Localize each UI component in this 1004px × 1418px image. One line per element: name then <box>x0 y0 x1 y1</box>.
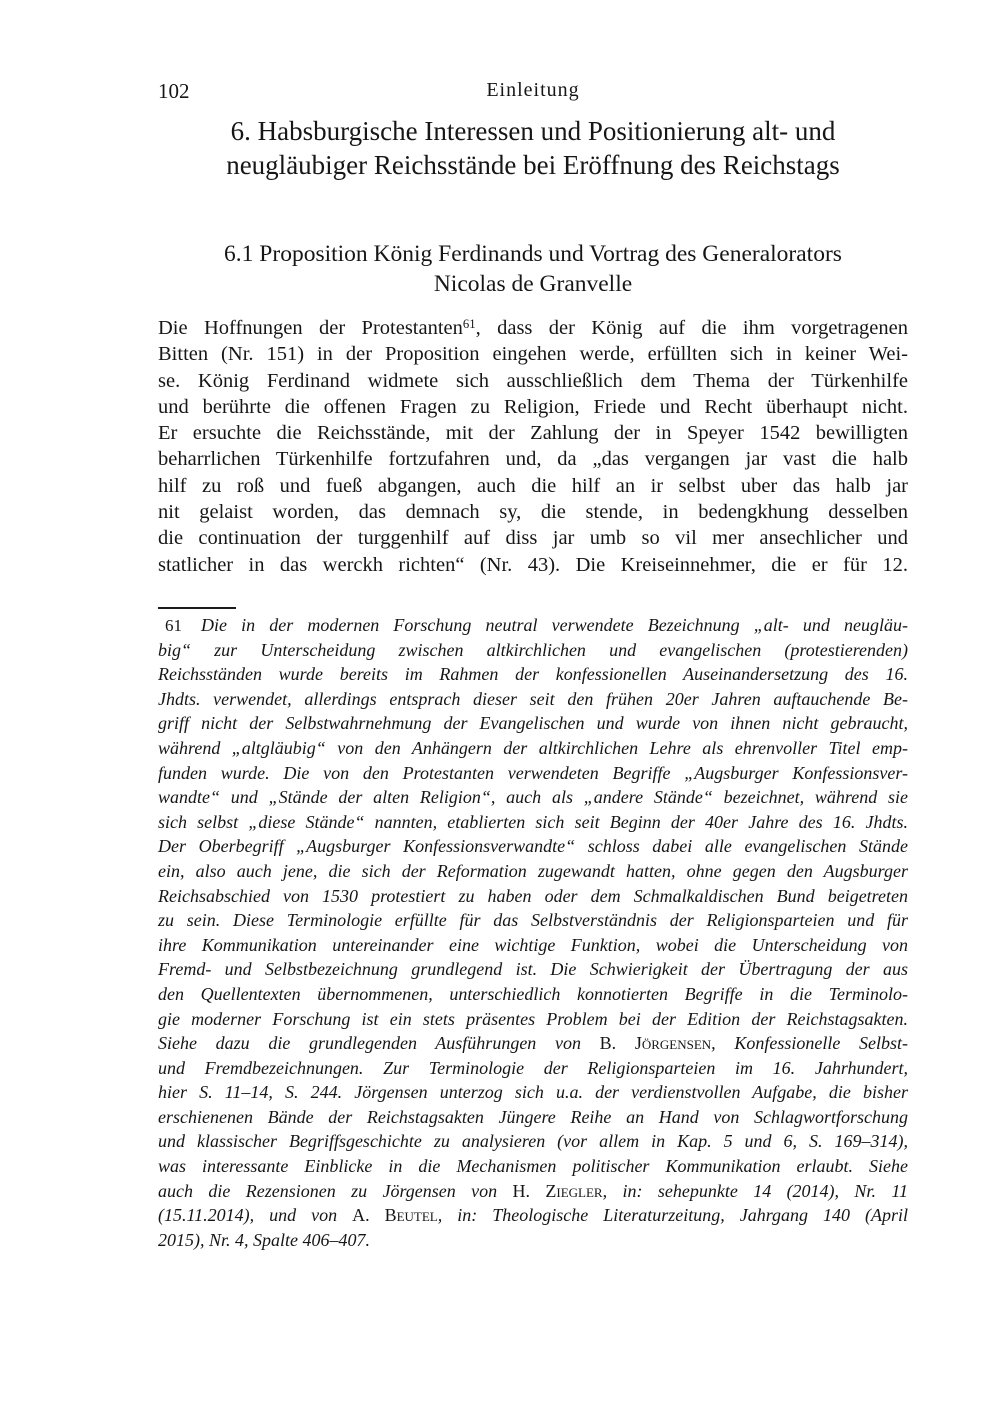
chapter-heading <box>158 114 908 182</box>
text-line: nit gelaist worden, das demnach sy, die stende, in bedengkhung desselben <box>158 501 908 524</box>
section-heading-line-2: Nicolas de Granvelle <box>433 271 633 297</box>
footnote-line: und klassischer Begriffsgeschichte zu analysieren (vor allem in Kap. 5 und 6, S. 169–314), <box>158 1131 908 1152</box>
footnote-line: gie moderner Forschung ist ein stets präsentes Problem bei der Edition der Reichstagsakten. <box>158 1008 908 1029</box>
footnote <box>158 613 908 1252</box>
footnote-line: den Quellentexten übernommenen, unterschiedlich konnotierten Begriffe in die Terminolo- <box>158 983 908 1004</box>
footnote-line <box>158 1031 908 1056</box>
footnote-line: erschienenen Bände der Reichstagsakten Jüngere Reihe an Hand von Schlagwortforschung <box>158 1106 908 1127</box>
footnote-line: was interessante Einblicke in die Mechanismen politischer Kommunikation erlaubt. Siehe <box>158 1156 908 1177</box>
section-heading-line-1: 6.1 Proposition König Ferdinands und Vortrag des Generalorators <box>224 241 842 267</box>
footnote-line: Reichsabschied von 1530 protestiert zu haben oder dem Schmalkaldischen Bund beigetreten <box>158 885 908 906</box>
footnote-line: griff nicht der Selbstwahrnehmung der Evangelischen und wurde von ihnen nicht gebraucht, <box>158 713 908 734</box>
footnote-line: Fremd- und Selbstbezeichnung grundlegend ist. Die Schwierigkeit der Übertragung der aus <box>158 959 908 980</box>
footnote-line: wandte“ und „Stände der alten Religion“, auch als „andere Stände“ bezeichnet, während sie <box>158 787 908 808</box>
footnote-segment: , Konfessionelle Selbst- <box>711 1033 908 1054</box>
footnote-segment: , in: Theologische Literaturzeitung, Jahrgang 140 (April <box>437 1205 908 1226</box>
footnote-reference: 61 <box>462 317 476 332</box>
footnote-line: zu sein. Diese Terminologie erfüllte für das Selbstverständnis der Religionsparteien und für <box>158 910 908 931</box>
text-segment: Die Hoffnungen der Protestanten <box>158 317 463 339</box>
footnote-line: ein, also auch jene, die sich der Reformation zugewandt hatten, ohne gegen den Augsburger <box>158 860 908 881</box>
footnote-segment: Die in der modernen Forschung neutral verwendete Bezeichnung „alt- und neugläu- <box>201 615 908 635</box>
footnote-line: funden wurde. Die von den Protestanten verwendeten Begriffe „Augsburger Konfessionsver- <box>158 762 908 783</box>
footnote-separator <box>158 607 236 609</box>
author-name-smallcaps: A. Beutel <box>352 1205 438 1226</box>
footnote-number: 61 <box>165 616 182 635</box>
footnote-line: Der Oberbegriff „Augsburger Konfessionsverwandte“ schloss dabei alle evangelischen Stände <box>158 836 908 857</box>
footnote-line: big“ zur Unterscheidung zwischen altkirchlichen und evangelischen (protestierenden) <box>158 639 908 660</box>
footnote-line: 2015), Nr. 4, Spalte 406–407. <box>158 1229 371 1250</box>
text-line: beharrlichen Türkenhilfe fortzufahren und, da „das vergangen jar vast die halb <box>158 448 908 471</box>
text-line: se. König Ferdinand widmete sich ausschließlich dem Thema der Türkenhilfe <box>158 369 908 392</box>
footnote-segment: , in: sehepunkte 14 (2014), Nr. 11 <box>602 1180 908 1201</box>
text-line: Bitten (Nr. 151) in der Proposition eingehen werde, erfüllten sich in keiner Wei- <box>158 343 908 366</box>
text-line: die continuation der turggenhilf auf diss jar umb so vil mer ansechlicher und <box>158 527 908 550</box>
running-header <box>158 79 908 102</box>
footnote-line <box>158 1179 908 1204</box>
text-line <box>158 315 908 341</box>
text-line: und berührte die offenen Fragen zu Religion, Friede und Recht überhaupt nicht. <box>158 395 908 418</box>
footnote-segment: Siehe dazu die grundlegenden Ausführungen von <box>158 1033 600 1054</box>
text-line: hilf zu roß und fueß abgangen, auch die hilf an ir selbst uber das halb jar <box>158 474 908 497</box>
author-name-smallcaps: H. Ziegler <box>512 1180 603 1201</box>
footnote-line: Reichsständen wurde bereits im Rahmen der konfessionellen Auseinandersetzung des 16. <box>158 664 908 685</box>
footnote-line: sich selbst „diese Stände“ nannten, etablierten sich seit Beginn der 40er Jahre des 16. Jhdts. <box>158 811 908 832</box>
footnote-line: und Fremdbezeichnungen. Zur Terminologie der Religionsparteien im 16. Jahrhundert, <box>158 1057 908 1078</box>
running-head: Einleitung <box>486 79 580 101</box>
footnote-line: hier S. 11–14, S. 244. Jörgensen unterzog sich u.a. der verdienstvollen Aufgabe, die bisher <box>158 1082 908 1103</box>
page-number: 102 <box>158 79 190 103</box>
footnote-segment: (15.11.2014), und von <box>158 1205 353 1226</box>
footnote-segment: auch die Rezensionen zu Jörgensen von <box>158 1180 513 1201</box>
body-paragraph <box>158 315 908 578</box>
section-heading <box>158 239 908 299</box>
footnote-line: während „altgläubig“ von den Anhängern der altkirchlichen Lehre als ehrenvoller Titel emp- <box>158 737 908 758</box>
footnote-line: Jhdts. verwendet, allerdings entsprach dieser seit den frühen 20er Jahren auftauchende Be- <box>158 688 908 709</box>
text-segment: , dass der König auf die ihm vorgetragenen <box>475 317 908 339</box>
author-name-smallcaps: B. Jörgensen <box>599 1033 712 1054</box>
footnote-line <box>158 613 908 638</box>
text-line: statlicher in das werckh richten“ (Nr. 43). Die Kreiseinnehmer, die er für 12. <box>158 553 908 576</box>
text-line: Er ersuchte die Reichsstände, mit der Zahlung der in Speyer 1542 bewilligten <box>158 422 908 445</box>
footnote-line: ihre Kommunikation untereinander eine wichtige Funktion, wobei die Unterscheidung von <box>158 934 908 955</box>
chapter-heading-line-1: 6. Habsburgische Interessen und Positionierung alt- und <box>230 116 836 146</box>
footnote-line <box>158 1203 908 1228</box>
chapter-heading-line-2: neugläubiger Reichsstände bei Eröffnung des Reichstags <box>226 150 840 180</box>
